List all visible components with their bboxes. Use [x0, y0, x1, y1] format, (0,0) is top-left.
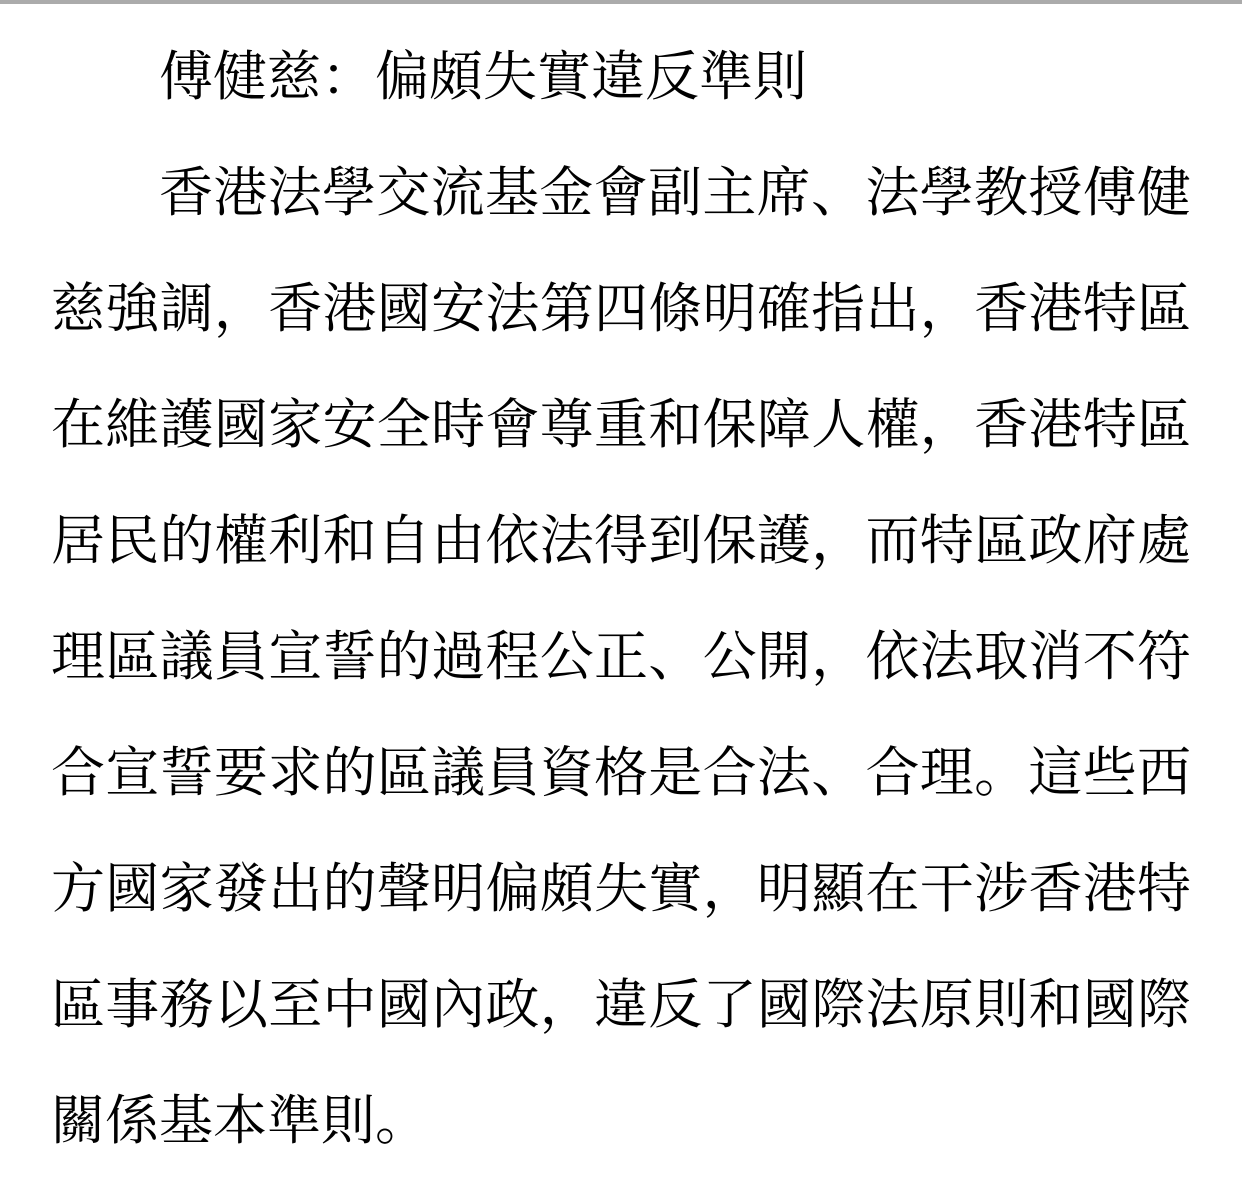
paragraph-line: 居民的權利和自由依法得到保護，而特區政府處 [51, 511, 1191, 571]
article-heading: 傅健慈：偏頗失實違反準則 [159, 47, 807, 107]
paragraph-line: 香港法學交流基金會副主席、法學教授傅健 [159, 163, 1191, 223]
paragraph-line: 慈強調，香港國安法第四條明確指出，香港特區 [51, 279, 1191, 339]
window-top-edge [0, 0, 1242, 4]
paragraph-last-line: 關係基本準則。 [51, 1091, 429, 1151]
paragraph-line: 理區議員宣誓的過程公正、公開，依法取消不符 [51, 627, 1191, 687]
paragraph-line: 方國家發出的聲明偏頗失實，明顯在干涉香港特 [51, 859, 1191, 919]
paragraph-line: 合宣誓要求的區議員資格是合法、合理。這些西 [51, 743, 1191, 803]
paragraph-line: 區事務以至中國內政，違反了國際法原則和國際 [51, 975, 1191, 1035]
article-text [51, 19, 1191, 1179]
paragraph-line: 在維護國家安全時會尊重和保障人權，香港特區 [51, 395, 1191, 455]
